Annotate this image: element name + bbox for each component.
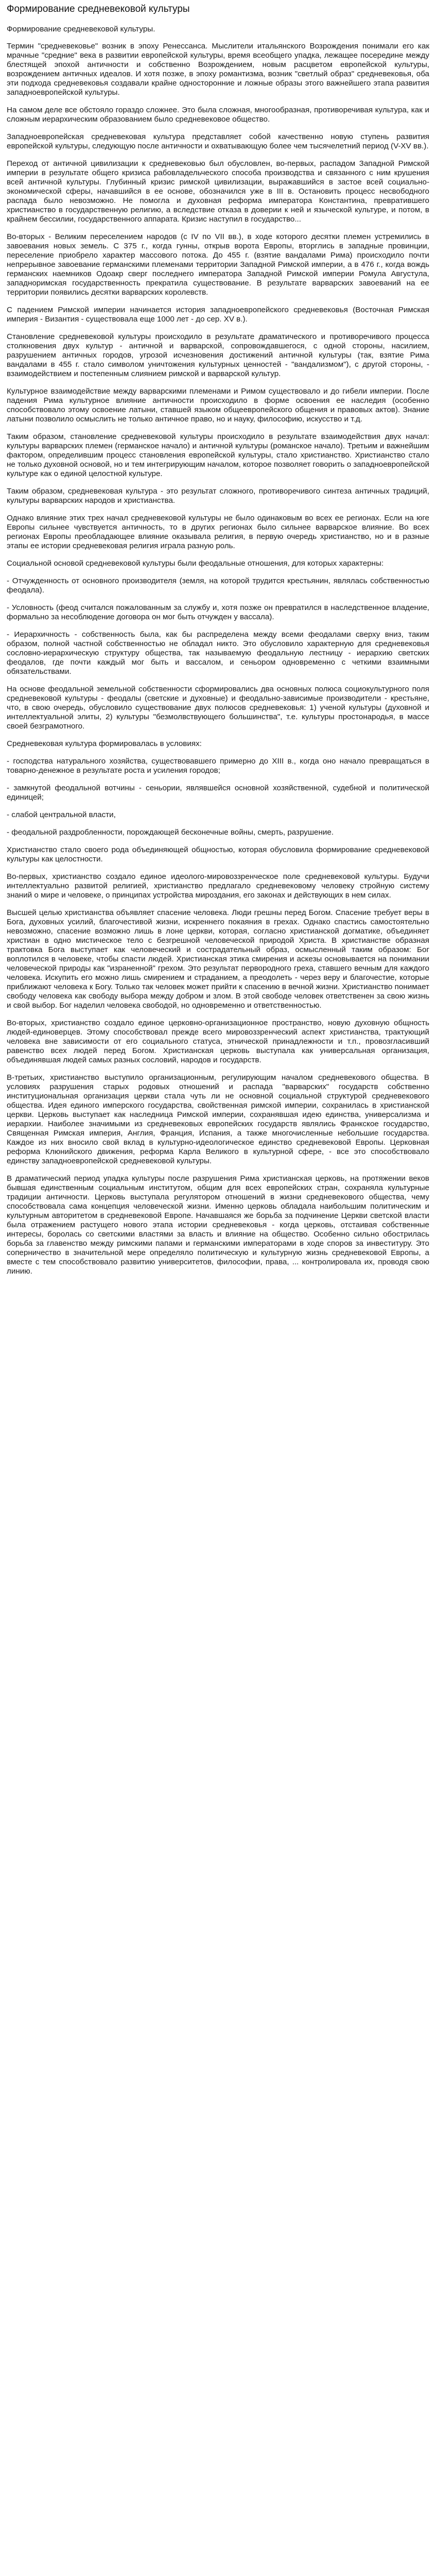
article-paragraph: Западноевропейская средневековая культура представляет собой качественно новую ступень развития европейской культуры, следующую после античности и охватывающую более чем тысячелетний период (V-XV вв.). xyxy=(7,132,429,150)
article-paragraph: В драматический период упадка культуры после разрушения Рима христианская церковь, на протяжении веков бывшая единственным социальным институтом, общим для всех европейских стран, сохраняла культурные традиции античности. Церковь выступала регулятором отношений в жизни средневекового общества, чему способствовала сама концепция человеческой жизни. Именно церковь обладала наибольшим политическим и культурным авторитетом в средневековой Европе. Начавшаяся же борьба за подчинение Церкви светской власти была отражением растущего нового этапа истории средневековья - когда церковь, отстаивая собственные интересы, боролась со светскими властями за власть и влияние на общество. Особенно сильно обострилась борьба за главенство между римскими папами и германскими императорами в ходе споров за инвеституру. Это соперничество в значительной мере определяло политическую и культурную жизнь средневековой Европы, а вместе с тем способствовало развитию университетов, философии, права, ... контролировала их, проводя свою линию. xyxy=(7,1174,429,1276)
article-paragraph: Становление средневековой культуры происходило в результате драматического и противоречивого процесса столкновения двух культур - античной и варварской, сопровождавшегося, с одной стороны, насилием, разрушением античных городов, угрозой исчезновения достижений античной культуры (так, взятие Рима вандалами в 455 г. стало символом уничтожения культурных ценностей - "вандализмом"), с другой стороны, - взаимодействием и постепенным слиянием римской и варварской культур. xyxy=(7,332,429,378)
article-paragraph: - Отчужденность от основного производителя (земля, на которой трудится крестьянин, являлась собственностью феодала). xyxy=(7,577,429,595)
article-paragraph: Христианство стало своего рода объединяющей общностью, которая обусловила формирование средневековой культуры как целостности. xyxy=(7,845,429,863)
article-paragraph: Таким образом, становление средневековой культуры происходило в результате взаимодействия двух начал: культуры варварских племен (германское начало) и античной культуры (романское начало). Третьим и важнейшим фактором, определившим процесс становления европейской культуры, стало христианство. Христианство стало не только духовной основой, но и тем интегрирующим началом, которое позволяет говорить о западноевропейской культуре как о единой целостной культуре. xyxy=(7,432,429,478)
article-paragraph: Средневековая культура формировалась в условиях: xyxy=(7,739,202,748)
article-paragraph: Во-вторых - Великим переселением народов (с IV по VII вв.), в ходе которого десятки племен устремились в завоевания новых земель. С 375 г., когда гунны, открыв ворота Европы, вторглись в западные провинции, переселение приобрело характер массового потока. До 455 г. (взятие вандалами Рима) происходило почти непрерывное завоевание германскими племенами территории Западной Римской империи, а в 476 г., когда вождь германских наемников Одоакр сверг последнего императора Западной Римской империи Ромула Августула, западноримская государственность прекратила существование. В результате варварских завоеваний на ее территории появились десятки варварских королевств. xyxy=(7,232,429,297)
article-paragraph: Во-вторых, христианство создало единое церковно-организационное пространство, новую духовную общность людей-единоверцев. Этому способствовал прежде всего мировоззренческий аспект христианства, трактующий человека вне зависимости от его социального статуса, этнической принадлежности и т.п., провозгласивший равенство всех людей перед Богом. Христианская церковь выступала как универсальная организация, объединявшая людей самых разных сословий, народов и государств. xyxy=(7,1019,429,1064)
page-title: Формирование средневековой культуры xyxy=(7,4,190,14)
article-paragraph: - господства натурального хозяйства, существовавшего примерно до XIII в., когда оно начало превращаться в товарно-денежное в результате роста и усиления городов; xyxy=(7,757,429,775)
article-paragraph: - замкнутой феодальной вотчины - сеньории, являвшейся основной хозяйственной, судебной и политической единицей; xyxy=(7,784,429,802)
article-paragraph: На самом деле все обстояло гораздо сложнее. Это была сложная, многообразная, противоречивая культура, как и сложным иерархическим образованием было средневековое общество. xyxy=(7,106,429,124)
article-paragraph: Во-первых, христианство создало единое идеолого-мировоззренческое поле средневековой культуры. Будучи интеллектуально развитой религией, христианство предлагало средневековому человеку стройную систему знаний о мире и человеке, о принципах устройства мироздания, его законах и действующих в нем силах. xyxy=(7,872,429,900)
article-paragraph: С падением Римской империи начинается история западноевропейского средневековья (Восточная Римская империя - Византия - существовала еще 1000 лет - до сер. XV в.). xyxy=(7,306,429,324)
article-body xyxy=(7,25,429,1276)
article-paragraph: - слабой центральной власти, xyxy=(7,810,116,819)
article-paragraph: Термин "средневековье" возник в эпоху Ренессанса. Мыслители итальянского Возрождения понимали его как мрачные "средние" века в развитии европейской культуры, время всеобщего упадка, лежащее посередине между блестящей эпохой античности и собственно Возрождением, новым расцветом европейской культуры, возрождением античных идеалов. И хотя позже, в эпоху романтизма, возник "светлый образ" средневековья, оба эти подхода средневековья создавали крайне односторонние и ложные образы этого важнейшего этапа развития западноевропейской культуры. xyxy=(7,42,429,97)
article-paragraph: В-третьих, христианство выступило организационным, регулирующим началом средневекового общества. В условиях разрушения старых родовых отношений и распада "варварских" государств собственно институциональная организация церкви стала чуть ли не основной социальной структурой средневекового общества. Идея единого имперского государства, свойственная римской империи, сохранилась в христианской церкви. Церковь выступает как наследница Римской империи, сохранявшая идею единства, универсализма и иерархии. Наиболее значимыми из средневековых европейских государств являлись Франкское государство, Священная Римская империя, Англия, Франция, Испания, а также многочисленные небольшие государства. Каждое из них вносило свой вклад в культурно-идеологическое единство средневековой Европы. Церковная реформа Клюнийского движения, реформа Карла Великого в культурной сфере, - все это способствовало единству западноевропейской средневековой культуры. xyxy=(7,1073,429,1165)
article-paragraph: - Условность (феод считался пожалованным за службу и, хотя позже он превратился в наследственное владение, формально за несоблюдение договора он мог быть отчужден у вассала). xyxy=(7,603,429,621)
article-paragraph: - феодальной раздробленности, порождающей бесконечные войны, смерть, разрушение. xyxy=(7,828,334,837)
article-paragraph: Таким образом, средневековая культура - это результат сложного, противоречивого синтеза античных традиций, культуры варварских народов и христианства. xyxy=(7,487,429,505)
article-paragraph: - Иерархичность - собственность была, как бы распределена между всеми феодалами сверху вниз, таким образом, полной частной собственностью не обладал никто. Это обусловило характерную для средневековья сословно-иерархическую структуру общества, так называемую феодальную лестницу - иерархию светских феодалов, где почти каждый мог быть и вассалом, и сеньором одновременно с четкими взаимными обязательствами. xyxy=(7,630,429,676)
article-paragraph: Переход от античной цивилизации к средневековью был обусловлен, во-первых, распадом Западной Римской империи в результате общего кризиса рабовладельческого способа производства и связанного с ним крушения всей античной культуры. Глубинный кризис римской цивилизации, выражавшийся в застое всей социально-экономической сферы, начавшийся в ее основе, обозначился уже в III в. Остановить процесс несвободного распада было невозможно. Не помогла и духовная реформа императора Константина, превратившего христианство в государственную религию, а вследствие отказа в доверии к ней и языческой культуре, и потом, в крайнем бессилии, государственного аппарата. Кризис наступил в государство... xyxy=(7,159,429,224)
article-paragraph: Социальной основой средневековой культуры были феодальные отношения, для которых характерны: xyxy=(7,559,384,568)
article-paragraph: Формирование средневековой культуры. xyxy=(7,25,155,33)
article-paragraph: Культурное взаимодействие между варварскими племенами и Римом существовало и до гибели империи. После падения Рима культурное влияние античности происходило в форме освоения ее наследия (особенно способствовало этому освоение латыни, ставшей языком общеевропейского общения и правовых актов). Знание латыни позволило осмыслить не только античное право, но и науку, философию, искусство и т.д. xyxy=(7,387,429,423)
article-paragraph: На основе феодальной земельной собственности сформировались два основных полюса социокультурного поля средневековой культуры - феодалы (светские и духовные) и феодально-зависимые производители - крестьяне, что, в свою очередь, обусловило существование двух полюсов средневековья: 1) ученой культуры (духовной и интеллектуальной элиты, 2) культуры "безмолвствующего большинства", т.е. культуры простонародья, в массе своей безграмотного. xyxy=(7,685,429,731)
article-paragraph: Высшей целью христианства объявляет спасение человека. Люди грешны перед Богом. Спасение требует веры в Бога, духовных усилий, благочестивой жизни, искреннего покаяния в грехах. Однако спастись самостоятельно невозможно, спасение возможно лишь в лоне церкви, которая, согласно христианской догматике, объединяет христиан в одно мистическое тело с безгрешной человеческой природой Христа. В христианстве образная трактовка Бога выступает как человеческий и сострадательный образ, осмысленный таким образом: Бог воплотился в человеке, чтобы спасти людей. Христианская этика смирения и аскезы основывается на понимании человеческой природы как "израненной" грехом. Это результат первородного греха, ставшего вечным для каждого человека. Искупить его можно лишь смирением и страданием, а преодолеть - через веру и благочестие, которые приближают человека к Богу. Только так человек может прийти к спасению в вечной жизни. Христианство понимает свободу человека как свободу выбора между добром и злом. В этой свободе человек ответственен за свою жизнь и свой выбор. Бог наделил человека свободой, но одновременно и ответственностью. xyxy=(7,908,429,1010)
article-paragraph: Однако влияние этих трех начал средневековой культуры не было одинаковым во всех ее регионах. Если на юге Европы сильнее чувствуется античность, то в других регионах было сильнее варварское влияние. Во всех регионах Европы преобладающее влияние оказывала религия, в первую очередь христианство, но и в разные этапы ее истории средневековая религия играла разную роль. xyxy=(7,514,429,550)
